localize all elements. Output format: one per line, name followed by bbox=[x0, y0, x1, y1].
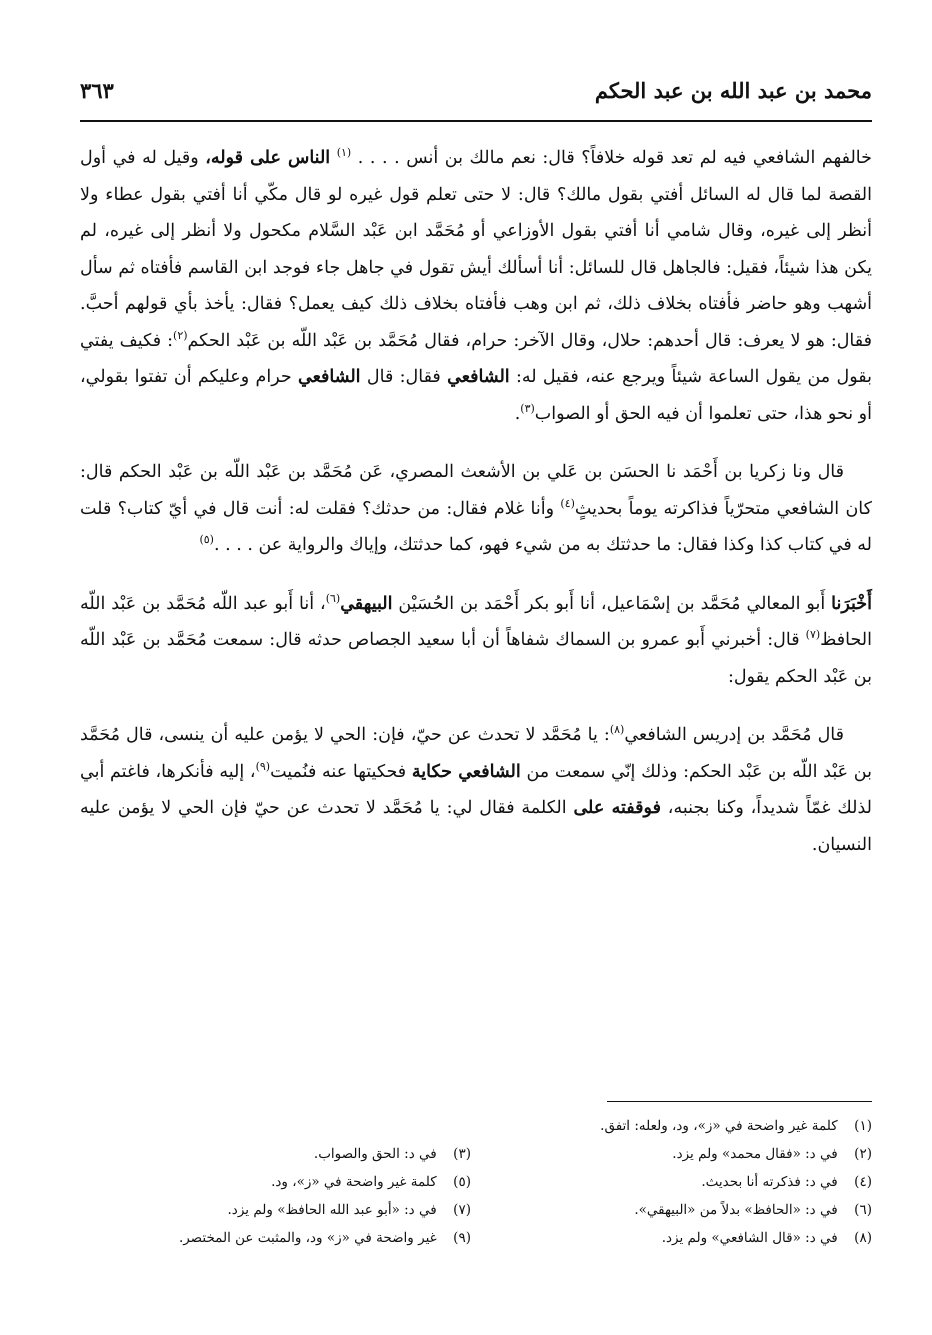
text-run: قال ونا زكريا بن أَحْمَد نا الحسَن بن عَلي بن الأشعث المصري، عَن مُحَمَّد بن عَبْد اللّه بن عَبْد الحكم قال: كان الشافعي متحرّياً فذاكرته يوماً بحديثٍ bbox=[80, 462, 872, 519]
footnote-number: (٧) bbox=[453, 1202, 471, 1218]
footnote-number: (٣) bbox=[453, 1146, 471, 1162]
bold-name: الشافعي bbox=[298, 367, 361, 387]
text-run: قال مُحَمَّد بن إدريس الشافعي bbox=[624, 725, 844, 745]
footnote-ref-3[interactable]: (٣) bbox=[520, 401, 535, 415]
text-run: خالفهم الشافعي فيه لم تعد قوله خلافاً؟ قال: نعم مالك بن أنس . . . . bbox=[357, 148, 872, 168]
footnote-item bbox=[491, 1196, 872, 1224]
text-run: وقيل له في أول القصة لما قال له السائل أفتي بقول مالك؟ قال: لا حتى تعلم قول غيره لو قال مكّي أنا أفتي بقول عطاء ولا أنظر إلى غيره، وقال شامي أنا أفتي بقول الأوزاعي أو مُحَمَّد ابن عَبْد السَّلام مكحول ولا أنظر إلى غيره، لم يكن هذا شيئاً، فقيل: فالجاهل قال للسائل: أنا أسألك أيش تقول في جاهل جاء فوجد ابن القاسم فأفتاه ثم سأل أشهب وهو حاضر فأفتاه بخلاف ذلك، ثم ابن وهب فأفتاه بخلاف ذلك كيف يعمل؟ فقال: يأخذ بأي قولهم أحبَّ. فقال: هو لا يعرف: قال أحدهم: حلال، وقال الآخر: حرام، فقال مُحَمَّد بن عَبْد اللّه بن عَبْد الحكم bbox=[80, 148, 872, 351]
paragraph-3 bbox=[80, 586, 872, 696]
text-run: ، أنا أَبو عبد اللّه مُحَمَّد بن عَبْد اللّه الحافظ bbox=[80, 593, 872, 650]
running-header bbox=[80, 78, 872, 103]
text-run: ، إليه فأنكرها، فاغتم أبي لذلك غمّاً شديداً، وكنا بجنبه، bbox=[80, 761, 872, 818]
footnote-number: (١) bbox=[854, 1118, 872, 1134]
text-run: فحكيتها عنه فنُميت bbox=[270, 761, 407, 782]
footnote-number: (٦) bbox=[854, 1202, 872, 1218]
text-run: أَبو المعالي مُحَمَّد بن إسْمَاعيل، أنا أَبو بكر أَحْمَد بن الحُسَيْن bbox=[398, 593, 826, 614]
footnote-text: كلمة غير واضحة في «ز»، ود، ولعله: اتفق. bbox=[600, 1118, 838, 1134]
bold-name: البيهقي bbox=[340, 593, 393, 614]
footnote-ref-6[interactable]: (٦) bbox=[325, 591, 341, 605]
running-title: محمد بن عبد الله بن عبد الحكم bbox=[594, 78, 872, 103]
footnote-number: (٤) bbox=[854, 1174, 872, 1190]
footnote-item bbox=[90, 1196, 471, 1224]
footnotes bbox=[90, 1112, 872, 1252]
text-run: . bbox=[514, 403, 521, 424]
footnote-text: في د: «قال الشافعي» ولم يزد. bbox=[661, 1230, 838, 1246]
footnote-ref-9[interactable]: (٩) bbox=[255, 759, 271, 773]
footnote-ref-1[interactable]: (١) bbox=[336, 146, 352, 160]
footnote-item bbox=[491, 1168, 872, 1196]
footnote-item bbox=[90, 1112, 872, 1140]
footnote-rule bbox=[607, 1101, 872, 1102]
text-run: وأنا غلام فقال: من حدثك؟ فقلت له: أنت قال في أيّ كتاب؟ قلت له في كتاب كذا وكذا فقال: ما حدثتك به من شيء فهو، كما حدثتك، وإياك والرواية عن . . . . bbox=[80, 498, 872, 555]
footnote-text: في د: فذكرته أنا بحديث. bbox=[701, 1174, 838, 1190]
footnote-text: في د: «أبو عبد الله الحافظ» ولم يزد. bbox=[227, 1202, 437, 1218]
bold-name: الشافعي bbox=[447, 367, 510, 387]
bold-name: الشافعي حكاية bbox=[411, 761, 521, 782]
text-run: فقال: قال bbox=[366, 367, 441, 387]
footnote-ref-4[interactable]: (٤) bbox=[560, 496, 575, 510]
footnote-item bbox=[90, 1224, 471, 1252]
footnote-ref-2[interactable]: (٢) bbox=[173, 328, 188, 342]
text-run: الناس على قوله، bbox=[205, 148, 331, 168]
text-run: : فكيف يفتي بقول من يقول الساعة شيئاً ويرجع عنه، فقيل له: bbox=[80, 330, 872, 387]
footnote-ref-8[interactable]: (٨) bbox=[609, 723, 625, 737]
footnote-number: (٢) bbox=[854, 1146, 872, 1162]
footnote-item bbox=[90, 1140, 471, 1168]
footnote-text: في د: «الحافظ» بدلاً من «البيهقي». bbox=[634, 1202, 838, 1218]
footnote-item bbox=[90, 1168, 471, 1196]
footnote-ref-5[interactable]: (٥) bbox=[199, 533, 214, 547]
footnote-text: غير واضحة في «ز» ود، والمثبت عن المختصر. bbox=[178, 1230, 437, 1246]
footnote-ref-7[interactable]: (٧) bbox=[805, 628, 821, 642]
bold-name: فوقفته على bbox=[573, 798, 661, 818]
footnote-item bbox=[491, 1140, 872, 1168]
text-run: حرام وعليكم أن تفتوا بقولي، أو نحو هذا، حتى تعلموا أن فيه الحق أو الصواب bbox=[80, 367, 872, 424]
text-run: : يا مُحَمَّد لا تحدث عن حيّ، فإن: الحي لا يؤمن عليه أن ينسى، قال مُحَمَّد بن عَبْد اللّه بن عَبْد الحكم: وذلك إنّي سمعت من bbox=[80, 725, 872, 782]
akhbarana-heading: أَخْبَرَنا bbox=[831, 593, 872, 614]
page-number: ٣٦٣ bbox=[80, 78, 114, 103]
header-rule bbox=[80, 120, 872, 122]
text-run: الكلمة فقال لي: يا مُحَمَّد لا تحدث عن حيّ فإن الحي لا يؤمن عليه النسيان. bbox=[80, 798, 872, 855]
paragraph-4 bbox=[80, 717, 872, 863]
footnote-number: (٥) bbox=[453, 1174, 471, 1190]
footnote-number: (٩) bbox=[453, 1230, 471, 1246]
paragraph-2 bbox=[80, 454, 872, 564]
main-text bbox=[80, 140, 872, 863]
footnote-item bbox=[491, 1224, 872, 1252]
text-run: قال: أخبرني أَبو عمرو بن السماك شفاهاً أن أبا سعيد الجصاص حدثه قال: سمعت مُحَمَّد بن عَبْد اللّه بن عَبْد الحكم يقول: bbox=[80, 630, 872, 687]
paragraph-1 bbox=[80, 140, 872, 432]
footnote-text: كلمة غير واضحة في «ز»، ود. bbox=[271, 1174, 437, 1190]
footnote-text: في د: «فقال محمد» ولم يزد. bbox=[672, 1146, 838, 1162]
footnote-text: في د: الحق والصواب. bbox=[313, 1146, 437, 1162]
footnote-number: (٨) bbox=[854, 1230, 872, 1246]
